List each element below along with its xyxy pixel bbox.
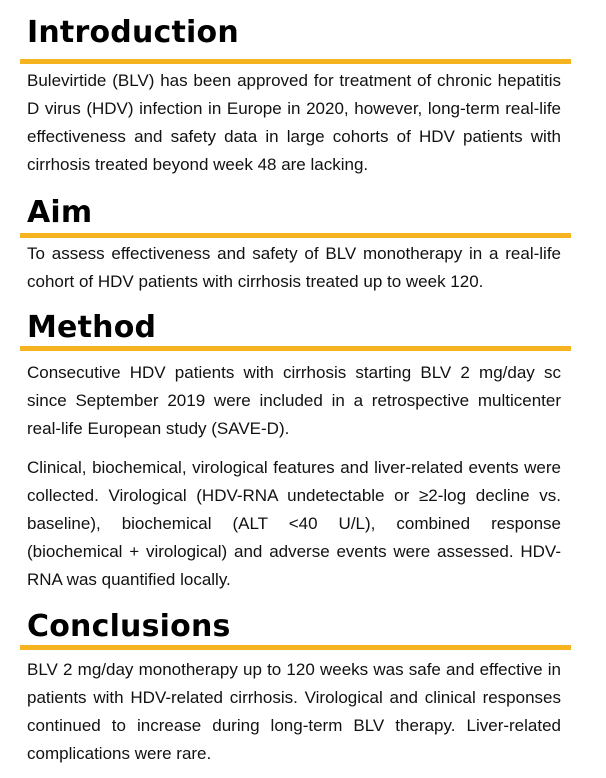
method-paragraph-1: Consecutive HDV patients with cirrhosis starting BLV 2 mg/day sc since September 2019 were included in a retrospective multicenter real-life European study (SAVE-D). xyxy=(27,363,561,438)
conclusions-heading: Conclusions xyxy=(27,609,231,644)
introduction-heading: Introduction xyxy=(27,15,239,50)
introduction-rule xyxy=(20,59,571,64)
aim-heading: Aim xyxy=(27,195,93,230)
aim-rule xyxy=(20,233,571,238)
introduction-paragraph: Bulevirtide (BLV) has been approved for treatment of chronic hepatitis D virus (HDV) infection in Europe in 2020, however, long-term real-life effectiveness and safety data in large cohorts of HDV patients with cirrhosis treated beyond week 48 are lacking. xyxy=(27,71,561,174)
method-heading: Method xyxy=(27,310,157,345)
method-paragraph-2: Clinical, biochemical, virological features and liver-related events were collected. Virological (HDV-RNA undetectable or ≥2-log decline vs. baseline), biochemical (ALT <40 U/L), combined response (biochemical + virological) and adverse events were assessed. HDV-RNA was quantified locally. xyxy=(27,458,561,589)
conclusions-rule xyxy=(20,645,571,650)
aim-paragraph: To assess effectiveness and safety of BLV monotherapy in a real-life cohort of HDV patients with cirrhosis treated up to week 120. xyxy=(27,244,561,291)
method-rule xyxy=(20,346,571,351)
conclusions-paragraph: BLV 2 mg/day monotherapy up to 120 weeks was safe and effective in patients with HDV-related cirrhosis. Virological and clinical responses continued to increase during long-term BLV therapy. Liver-related complications were rare. xyxy=(27,660,561,763)
